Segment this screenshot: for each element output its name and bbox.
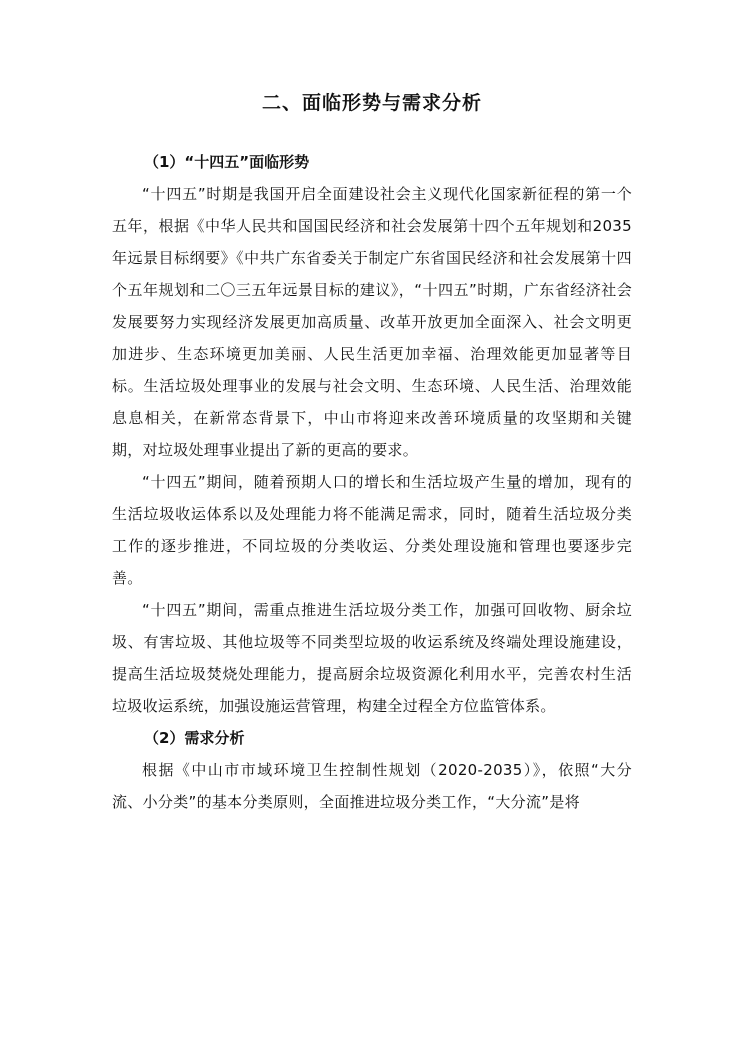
section-heading-demand: （2）需求分析	[144, 729, 245, 747]
page-title: 二、面临形势与需求分析	[261, 92, 482, 114]
paragraph-situation-2: “十四五”期间，随着预期人口的增长和生活垃圾产生量的增加，现有的生活垃圾收运体系以及处理能力将不能满足需求，同时，随着生活垃圾分类工作的逐步推进，不同垃圾的分类收运、分类处理设施和管理也要逐步完善。	[112, 473, 632, 587]
paragraph-situation-1: “十四五”时期是我国开启全面建设社会主义现代化国家新征程的第一个五年，根据《中华人民共和国国民经济和社会发展第十四个五年规划和2035年远景目标纲要》《中共广东省委关于制定广东省国民经济和社会发展第十四个五年规划和二〇三五年远景目标的建议》，“十四五”时期，广东省经济社会发展要努力实现经济发展更加高质量、改革开放更加全面深入、社会文明更加进步、生态环境更加美丽、人民生活更加幸福、治理效能更加显著等目标。生活垃圾处理事业的发展与社会文明、生态环境、人民生活、治理效能息息相关，在新常态背景下，中山市将迎来改善环境质量的攻坚期和关键期，对垃圾处理事业提出了新的更高的要求。	[112, 185, 632, 459]
paragraph-demand-1: 根据《中山市市域环境卫生控制性规划（2020-2035）》，依照“大分流、小分类”的基本分类原则，全面推进垃圾分类工作，“大分流”是将	[112, 761, 632, 811]
paragraph-situation-3: “十四五”期间，需重点推进生活垃圾分类工作，加强可回收物、厨余垃圾、有害垃圾、其他垃圾等不同类型垃圾的收运系统及终端处理设施建设，提高生活垃圾焚烧处理能力，提高厨余垃圾资源化利用水平，完善农村生活垃圾收运系统，加强设施运营管理，构建全过程全方位监管体系。	[112, 601, 632, 715]
section-heading-situation: （1）“十四五”面临形势	[144, 153, 310, 171]
